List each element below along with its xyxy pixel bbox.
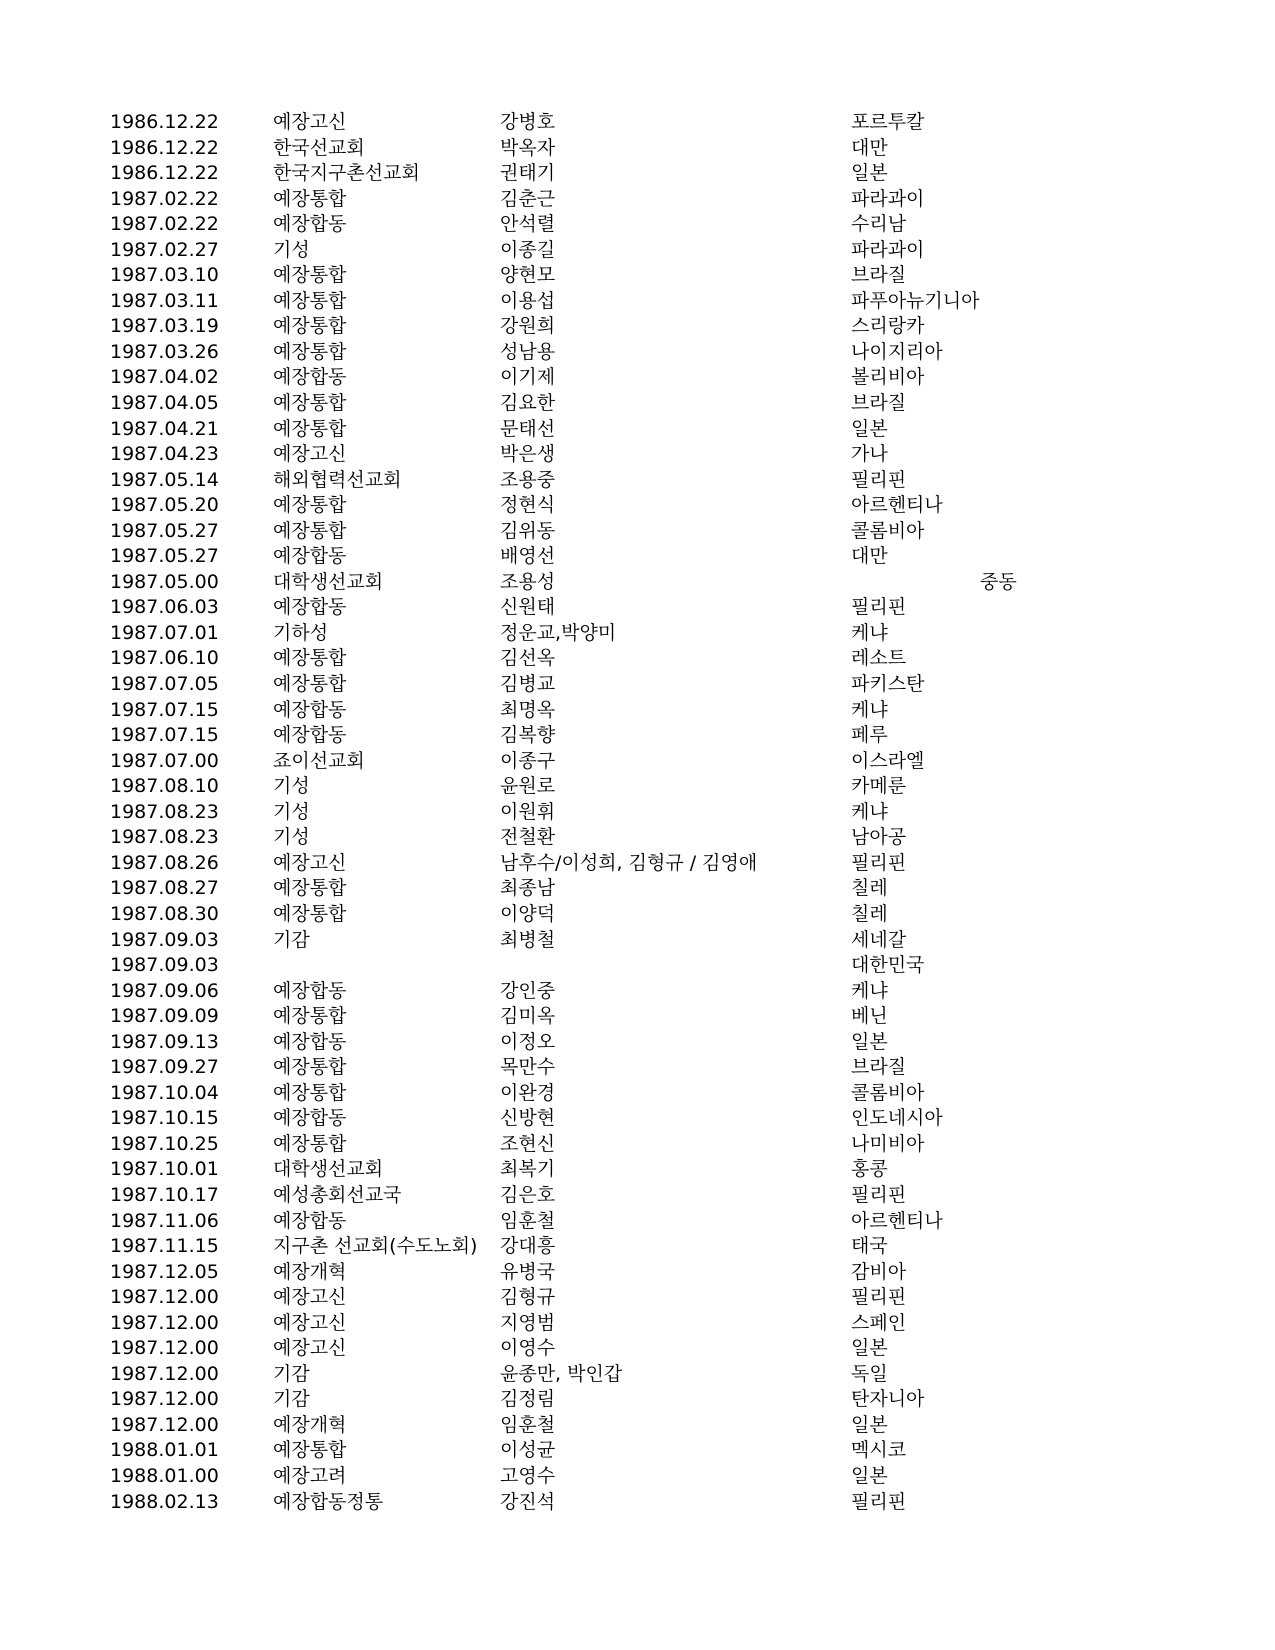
name-cell: 강대흥 (500, 1235, 556, 1258)
date-cell: 1987.08.10 (110, 775, 219, 798)
name-cell: 이영수 (500, 1337, 556, 1360)
country-cell: 필리핀 (851, 1490, 907, 1513)
date-cell: 1987.04.21 (110, 417, 219, 440)
name-cell: 이양덕 (500, 902, 556, 925)
table-row (110, 1285, 1130, 1311)
name-cell: 김병교 (500, 673, 556, 696)
table-row (110, 1183, 1130, 1209)
organization-cell: 예장통합 (273, 1132, 347, 1155)
country-cell: 필리핀 (851, 1183, 907, 1206)
date-cell: 1987.08.27 (110, 877, 219, 900)
date-cell: 1986.12.22 (110, 136, 219, 159)
country-cell: 대만 (851, 136, 888, 159)
date-cell: 1987.04.02 (110, 366, 219, 389)
organization-cell: 예장통합 (273, 340, 347, 363)
country-cell: 스리랑카 (851, 315, 925, 338)
organization-cell: 지구촌 선교회(수도노회) (273, 1235, 478, 1258)
country-cell: 일본 (851, 417, 888, 440)
name-cell: 정현식 (500, 494, 556, 517)
name-cell: 목만수 (500, 1056, 556, 1079)
country-cell: 파라과이 (851, 238, 925, 261)
table-row (110, 1260, 1130, 1286)
name-cell: 윤종만, 박인갑 (500, 1362, 623, 1385)
organization-cell: 기감 (273, 1388, 310, 1411)
region-cell: 중동 (980, 570, 1017, 593)
date-cell: 1987.08.30 (110, 902, 219, 925)
table-row (110, 1030, 1130, 1056)
name-cell: 윤원로 (500, 775, 556, 798)
organization-cell: 예장합동 (273, 698, 347, 721)
date-cell: 1986.12.22 (110, 162, 219, 185)
country-cell: 남아공 (851, 826, 907, 849)
country-cell: 아르헨티나 (851, 494, 943, 517)
date-cell: 1987.09.03 (110, 954, 219, 977)
country-cell: 브라질 (851, 1056, 907, 1079)
date-cell: 1987.02.22 (110, 213, 219, 236)
country-cell: 멕시코 (851, 1439, 907, 1462)
organization-cell: 예장고신 (273, 1286, 347, 1309)
name-cell: 양현모 (500, 264, 556, 287)
country-cell: 나이지리아 (851, 340, 943, 363)
date-cell: 1987.04.05 (110, 392, 219, 415)
table-row (110, 774, 1130, 800)
table-row (110, 1132, 1130, 1158)
date-cell: 1987.08.23 (110, 826, 219, 849)
table-row (110, 289, 1130, 315)
country-cell: 감비아 (851, 1260, 907, 1283)
date-cell: 1987.09.13 (110, 1030, 219, 1053)
table-row (110, 1055, 1130, 1081)
organization-cell: 예장합동정통 (273, 1490, 384, 1513)
organization-cell: 예장합동 (273, 1209, 347, 1232)
country-cell: 대만 (851, 545, 888, 568)
organization-cell: 예장개혁 (273, 1260, 347, 1283)
country-cell: 베닌 (851, 1005, 888, 1028)
organization-cell: 예장합동 (273, 979, 347, 1002)
country-cell: 홍콩 (851, 1158, 888, 1181)
date-cell: 1987.03.26 (110, 340, 219, 363)
name-cell: 임훈철 (500, 1209, 556, 1232)
date-cell: 1987.06.10 (110, 647, 219, 670)
country-cell: 케냐 (851, 621, 888, 644)
organization-cell: 예장합동 (273, 1107, 347, 1130)
table-row (110, 1438, 1130, 1464)
date-cell: 1987.10.17 (110, 1183, 219, 1206)
country-cell: 케냐 (851, 800, 888, 823)
table-row (110, 621, 1130, 647)
date-cell: 1987.05.27 (110, 519, 219, 542)
name-cell: 지영범 (500, 1311, 556, 1334)
missionary-table (110, 110, 1130, 1515)
name-cell: 신방현 (500, 1107, 556, 1130)
name-cell: 최복기 (500, 1158, 556, 1181)
country-cell: 케냐 (851, 698, 888, 721)
table-row (110, 314, 1130, 340)
date-cell: 1987.05.00 (110, 570, 219, 593)
date-cell: 1986.12.22 (110, 111, 219, 133)
country-cell: 칠레 (851, 902, 888, 925)
country-cell: 콜롬비아 (851, 1081, 925, 1104)
name-cell: 박은생 (500, 443, 556, 466)
date-cell: 1987.11.15 (110, 1235, 219, 1258)
organization-cell: 예장통합 (273, 519, 347, 542)
table-row (110, 1387, 1130, 1413)
country-cell: 브라질 (851, 392, 907, 415)
name-cell: 이종구 (500, 749, 556, 772)
organization-cell: 예장합동 (273, 545, 347, 568)
organization-cell: 예장통합 (273, 1439, 347, 1462)
country-cell: 필리핀 (851, 851, 907, 874)
country-cell: 케냐 (851, 979, 888, 1002)
organization-cell: 예장통합 (273, 1056, 347, 1079)
organization-cell: 예장통합 (273, 315, 347, 338)
country-cell: 일본 (851, 1337, 888, 1360)
country-cell: 나미비아 (851, 1132, 925, 1155)
organization-cell: 예장합동 (273, 366, 347, 389)
date-cell: 1987.02.22 (110, 187, 219, 210)
name-cell: 김미옥 (500, 1005, 556, 1028)
name-cell: 이완경 (500, 1081, 556, 1104)
table-row (110, 544, 1130, 570)
date-cell: 1987.07.15 (110, 698, 219, 721)
date-cell: 1988.01.01 (110, 1439, 219, 1462)
country-cell: 스페인 (851, 1311, 907, 1334)
country-cell: 파푸아뉴기니아 (851, 289, 980, 312)
name-cell: 정운교,박양미 (500, 621, 617, 644)
date-cell: 1987.07.01 (110, 621, 219, 644)
organization-cell: 예장통합 (273, 392, 347, 415)
name-cell: 김춘근 (500, 187, 556, 210)
organization-cell: 기성 (273, 800, 310, 823)
table-row (110, 1311, 1130, 1337)
table-row (110, 442, 1130, 468)
country-cell: 일본 (851, 1464, 888, 1487)
name-cell: 이종길 (500, 238, 556, 261)
organization-cell: 대학생선교회 (273, 570, 384, 593)
table-row (110, 110, 1130, 136)
name-cell: 이원휘 (500, 800, 556, 823)
organization-cell: 예장고신 (273, 443, 347, 466)
country-cell: 필리핀 (851, 596, 907, 619)
organization-cell: 예장합동 (273, 213, 347, 236)
table-row (110, 1106, 1130, 1132)
organization-cell: 예장통합 (273, 417, 347, 440)
organization-cell: 예장고신 (273, 1337, 347, 1360)
date-cell: 1987.08.26 (110, 851, 219, 874)
organization-cell: 예장고신 (273, 111, 347, 133)
country-cell: 파라과이 (851, 187, 925, 210)
table-row (110, 212, 1130, 238)
organization-cell: 예장통합 (273, 902, 347, 925)
organization-cell: 해외협력선교회 (273, 468, 402, 491)
table-row (110, 519, 1130, 545)
country-cell: 일본 (851, 1413, 888, 1436)
country-cell: 세네갈 (851, 928, 907, 951)
organization-cell: 예장고신 (273, 1311, 347, 1334)
country-cell: 탄자니아 (851, 1388, 925, 1411)
date-cell: 1987.12.05 (110, 1260, 219, 1283)
date-cell: 1987.09.06 (110, 979, 219, 1002)
country-cell: 태국 (851, 1235, 888, 1258)
name-cell: 김은호 (500, 1183, 556, 1206)
table-row (110, 1004, 1130, 1030)
name-cell: 강원희 (500, 315, 556, 338)
organization-cell: 예장통합 (273, 264, 347, 287)
date-cell: 1987.03.19 (110, 315, 219, 338)
table-row (110, 570, 1130, 596)
name-cell: 김선옥 (500, 647, 556, 670)
table-row (110, 1081, 1130, 1107)
table-row (110, 928, 1130, 954)
country-cell: 가나 (851, 443, 888, 466)
country-cell: 필리핀 (851, 468, 907, 491)
date-cell: 1987.08.23 (110, 800, 219, 823)
table-row (110, 1157, 1130, 1183)
organization-cell: 기성 (273, 238, 310, 261)
table-row (110, 365, 1130, 391)
table-row (110, 1490, 1130, 1516)
country-cell: 콜롬비아 (851, 519, 925, 542)
name-cell: 배영선 (500, 545, 556, 568)
country-cell: 인도네시아 (851, 1107, 943, 1130)
organization-cell: 예장통합 (273, 647, 347, 670)
table-row (110, 468, 1130, 494)
date-cell: 1987.09.03 (110, 928, 219, 951)
organization-cell: 한국선교회 (273, 136, 365, 159)
country-cell: 대한민국 (851, 954, 925, 977)
organization-cell: 기성 (273, 775, 310, 798)
country-cell: 일본 (851, 162, 888, 185)
date-cell: 1987.03.11 (110, 289, 219, 312)
name-cell: 김요한 (500, 392, 556, 415)
name-cell: 조용중 (500, 468, 556, 491)
country-cell: 칠레 (851, 877, 888, 900)
name-cell: 안석렬 (500, 213, 556, 236)
name-cell: 임훈철 (500, 1413, 556, 1436)
organization-cell: 기하성 (273, 621, 329, 644)
organization-cell: 예장통합 (273, 187, 347, 210)
name-cell: 남후수/이성희, 김형규 / 김영애 (500, 851, 758, 874)
name-cell: 고영수 (500, 1464, 556, 1487)
name-cell: 문태선 (500, 417, 556, 440)
table-row (110, 800, 1130, 826)
name-cell: 이성균 (500, 1439, 556, 1462)
organization-cell: 예성총회선교국 (273, 1183, 402, 1206)
country-cell: 포르투칼 (851, 111, 925, 133)
name-cell: 최종남 (500, 877, 556, 900)
table-row (110, 698, 1130, 724)
date-cell: 1987.09.27 (110, 1056, 219, 1079)
table-row (110, 263, 1130, 289)
table-row (110, 902, 1130, 928)
table-row (110, 646, 1130, 672)
organization-cell: 예장개혁 (273, 1413, 347, 1436)
date-cell: 1987.10.01 (110, 1158, 219, 1181)
date-cell: 1987.05.27 (110, 545, 219, 568)
organization-cell: 죠이선교회 (273, 749, 365, 772)
date-cell: 1987.07.05 (110, 673, 219, 696)
table-row (110, 876, 1130, 902)
name-cell: 최명옥 (500, 698, 556, 721)
organization-cell: 대학생선교회 (273, 1158, 384, 1181)
date-cell: 1987.12.00 (110, 1388, 219, 1411)
table-row (110, 953, 1130, 979)
name-cell: 조용성 (500, 570, 556, 593)
country-cell: 페루 (851, 724, 888, 747)
name-cell: 강병호 (500, 111, 556, 133)
name-cell: 강인중 (500, 979, 556, 1002)
name-cell: 유병국 (500, 1260, 556, 1283)
date-cell: 1987.12.00 (110, 1286, 219, 1309)
country-cell: 필리핀 (851, 1286, 907, 1309)
country-cell: 브라질 (851, 264, 907, 287)
date-cell: 1987.07.15 (110, 724, 219, 747)
country-cell: 레소트 (851, 647, 907, 670)
table-row (110, 136, 1130, 162)
table-row (110, 1413, 1130, 1439)
country-cell: 독일 (851, 1362, 888, 1385)
table-row (110, 749, 1130, 775)
organization-cell: 예장통합 (273, 1081, 347, 1104)
date-cell: 1987.06.03 (110, 596, 219, 619)
date-cell: 1987.11.06 (110, 1209, 219, 1232)
organization-cell: 예장합동 (273, 596, 347, 619)
name-cell: 전철환 (500, 826, 556, 849)
name-cell: 성남용 (500, 340, 556, 363)
table-row (110, 340, 1130, 366)
date-cell: 1987.10.04 (110, 1081, 219, 1104)
organization-cell: 예장합동 (273, 1030, 347, 1053)
organization-cell: 예장통합 (273, 494, 347, 517)
country-cell: 볼리비아 (851, 366, 925, 389)
table-row (110, 161, 1130, 187)
date-cell: 1987.05.14 (110, 468, 219, 491)
table-row (110, 1362, 1130, 1388)
date-cell: 1987.05.20 (110, 494, 219, 517)
date-cell: 1988.01.00 (110, 1464, 219, 1487)
table-row (110, 672, 1130, 698)
date-cell: 1987.07.00 (110, 749, 219, 772)
table-row (110, 238, 1130, 264)
name-cell: 조현신 (500, 1132, 556, 1155)
date-cell: 1987.12.00 (110, 1311, 219, 1334)
table-row (110, 391, 1130, 417)
name-cell: 김위동 (500, 519, 556, 542)
name-cell: 신원태 (500, 596, 556, 619)
date-cell: 1988.02.13 (110, 1490, 219, 1513)
date-cell: 1987.12.00 (110, 1413, 219, 1436)
organization-cell: 한국지구촌선교회 (273, 162, 420, 185)
organization-cell: 예장통합 (273, 673, 347, 696)
name-cell: 최병철 (500, 928, 556, 951)
organization-cell: 예장합동 (273, 724, 347, 747)
name-cell: 이정오 (500, 1030, 556, 1053)
date-cell: 1987.02.27 (110, 238, 219, 261)
table-row (110, 1234, 1130, 1260)
organization-cell: 예장통합 (273, 1005, 347, 1028)
organization-cell: 기성 (273, 826, 310, 849)
table-row (110, 595, 1130, 621)
organization-cell: 기감 (273, 928, 310, 951)
table-row (110, 851, 1130, 877)
country-cell: 파키스탄 (851, 673, 925, 696)
table-row (110, 1464, 1130, 1490)
table-row (110, 825, 1130, 851)
table-row (110, 1336, 1130, 1362)
table-row (110, 723, 1130, 749)
organization-cell: 예장통합 (273, 289, 347, 312)
country-cell: 일본 (851, 1030, 888, 1053)
country-cell: 수리남 (851, 213, 907, 236)
name-cell: 김정림 (500, 1388, 556, 1411)
date-cell: 1987.10.25 (110, 1132, 219, 1155)
name-cell: 박옥자 (500, 136, 556, 159)
name-cell: 강진석 (500, 1490, 556, 1513)
organization-cell: 기감 (273, 1362, 310, 1385)
country-cell: 이스라엘 (851, 749, 925, 772)
organization-cell: 예장고신 (273, 851, 347, 874)
organization-cell: 예장고려 (273, 1464, 347, 1487)
name-cell: 김형규 (500, 1286, 556, 1309)
country-cell: 아르헨티나 (851, 1209, 943, 1232)
table-row (110, 979, 1130, 1005)
name-cell: 김복향 (500, 724, 556, 747)
name-cell: 이기제 (500, 366, 556, 389)
country-cell: 카메룬 (851, 775, 907, 798)
name-cell: 이용섭 (500, 289, 556, 312)
table-row (110, 493, 1130, 519)
table-row (110, 1209, 1130, 1235)
organization-cell: 예장통합 (273, 877, 347, 900)
date-cell: 1987.04.23 (110, 443, 219, 466)
date-cell: 1987.09.09 (110, 1005, 219, 1028)
date-cell: 1987.12.00 (110, 1362, 219, 1385)
date-cell: 1987.12.00 (110, 1337, 219, 1360)
date-cell: 1987.03.10 (110, 264, 219, 287)
table-row (110, 417, 1130, 443)
date-cell: 1987.10.15 (110, 1107, 219, 1130)
table-row (110, 187, 1130, 213)
name-cell: 권태기 (500, 162, 556, 185)
